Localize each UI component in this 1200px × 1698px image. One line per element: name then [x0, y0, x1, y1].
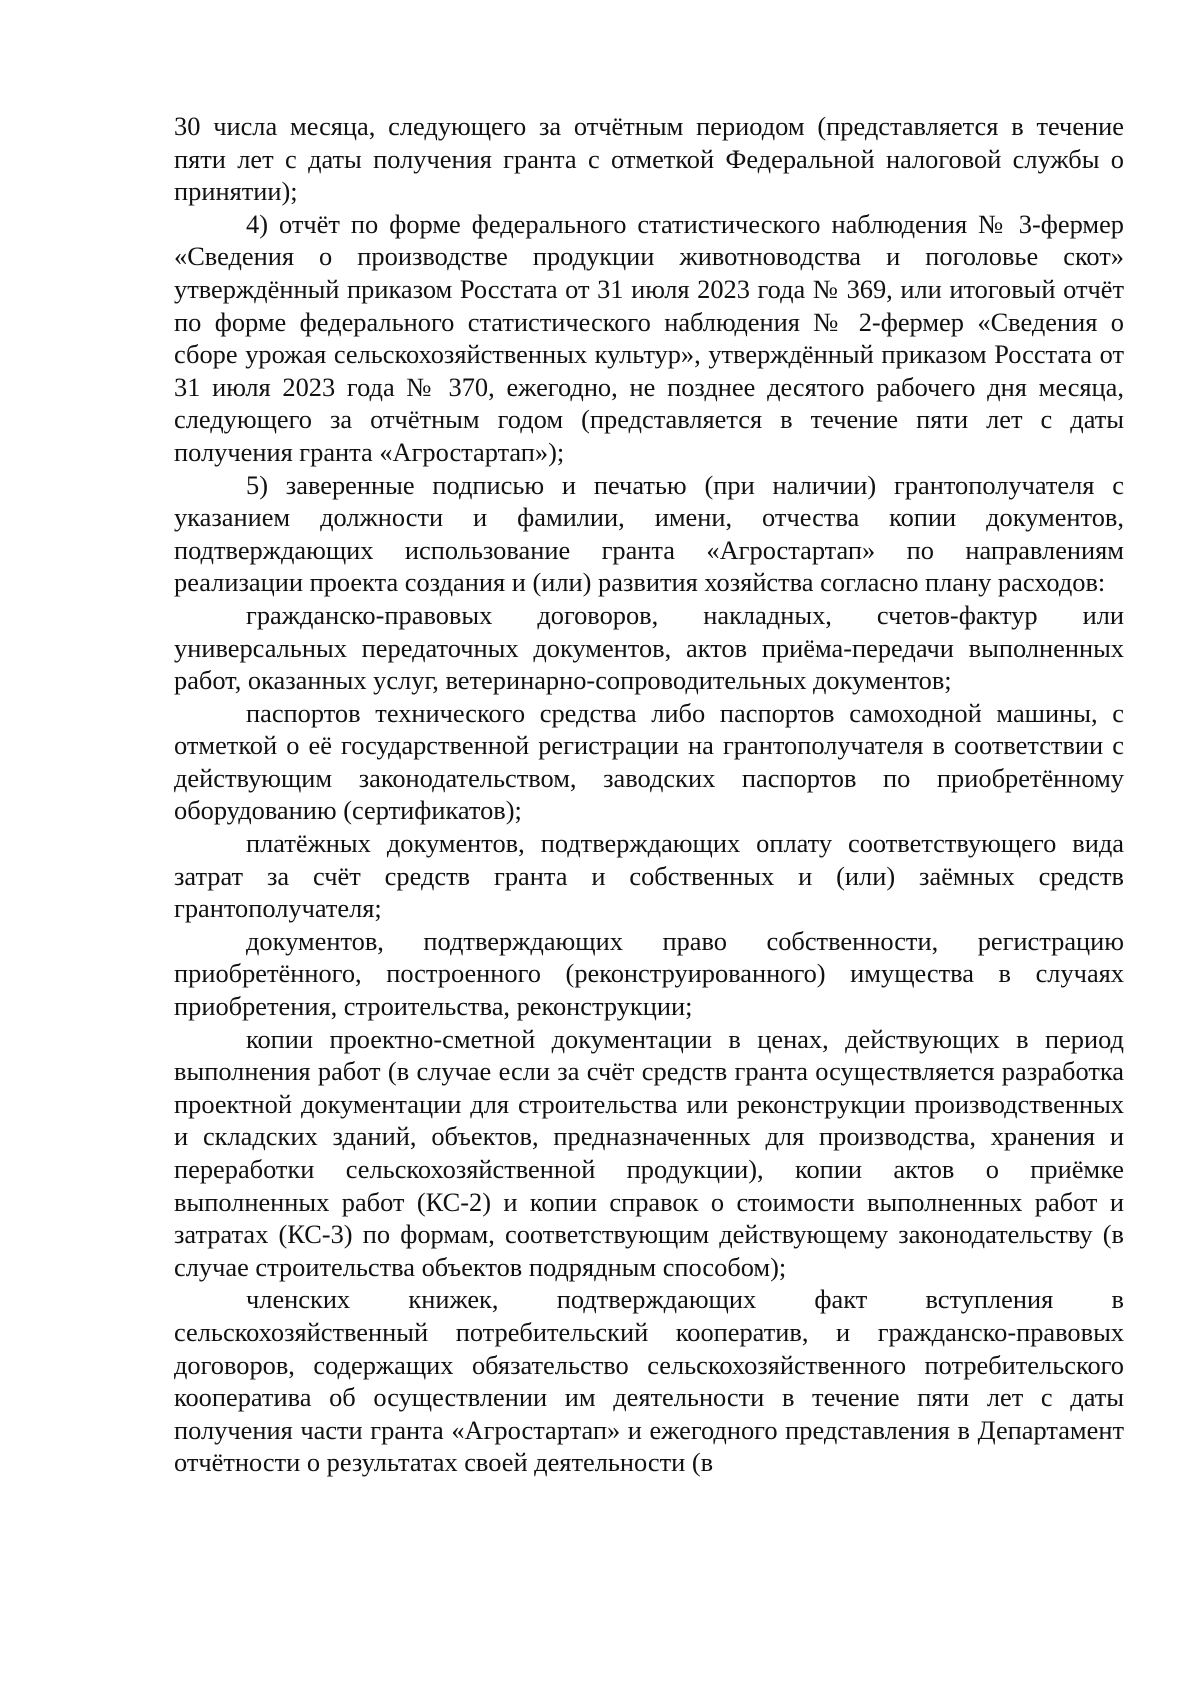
paragraph-membership: членских книжек, подтверждающих факт вступления в сельскохозяйственный потребительский кооператив, и гражданско-правовых договоров, содержащих обязательство сельскохозяйственного потребительского кооператива об осуществлении им деятельности в течение пяти лет с даты получения части гранта «Агростартап» и ежегодного представления в Департамент отчётности о результатах своей деятельности (в: [174, 1284, 1124, 1478]
paragraph-payments: платёжных документов, подтверждающих оплату соответствующего вида затрат за счёт средств гранта и собственных и (или) заёмных средств грантополучателя;: [174, 828, 1124, 924]
paragraph-item-5: 5) заверенные подписью и печатью (при наличии) грантополучателя с указанием должности и фамилии, имени, отчества копии документов, подтверждающих использование гранта «Агростартап» по направлениям реализации проекта создания и (или) развития хозяйства согласно плану расходов:: [174, 469, 1124, 598]
paragraph-passports: паспортов технического средства либо паспортов самоходной машины, с отметкой о её государственной регистрации на грантополучателя в соответствии с действующим законодательством, заводских паспортов по приобретённому оборудованию (сертификатов);: [174, 697, 1124, 826]
paragraph-item-4: 4) отчёт по форме федерального статистического наблюдения № 3-фермер «Сведения о производстве продукции животноводства и поголовье скот» утверждённый приказом Росстата от 31 июля 2023 года № 369, или итоговый отчёт по форме федерального статистического наблюдения № 2-фермер «Сведения о сборе урожая сельскохозяйственных культур», утверждённый приказом Росстата от 31 июля 2023 года № 370, ежегодно, не позднее десятого рабочего дня месяца, следующего за отчётным годом (представляется в течение пяти лет с даты получения гранта «Агростартап»);: [174, 208, 1124, 467]
document-page: [174, 110, 1124, 1479]
paragraph-design-docs: копии проектно-сметной документации в ценах, действующих в период выполнения работ (в случае если за счёт средств гранта осуществляется разработка проектной документации для строительства или реконструкции производственных и складских зданий, объектов, предназначенных для производства, хранения и переработки сельскохозяйственной продукции), копии актов о приёмке выполненных работ (КС-2) и копии справок о стоимости выполненных работ и затратах (КС-3) по формам, соответствующим действующему законодательству (в случае строительства объектов подрядным способом);: [174, 1023, 1124, 1282]
paragraph-contracts: гражданско-правовых договоров, накладных, счетов-фактур или универсальных передаточных документов, актов приёма-передачи выполненных работ, оказанных услуг, ветеринарно-сопроводительных документов;: [174, 599, 1124, 696]
paragraph-ownership: документов, подтверждающих право собственности, регистрацию приобретённого, построенного (реконструированного) имущества в случаях приобретения, строительства, реконструкции;: [174, 925, 1124, 1022]
paragraph-continuation: 30 числа месяца, следующего за отчётным периодом (представляется в течение пяти лет с даты получения гранта с отметкой Федеральной налоговой службы о принятии);: [174, 111, 1124, 207]
